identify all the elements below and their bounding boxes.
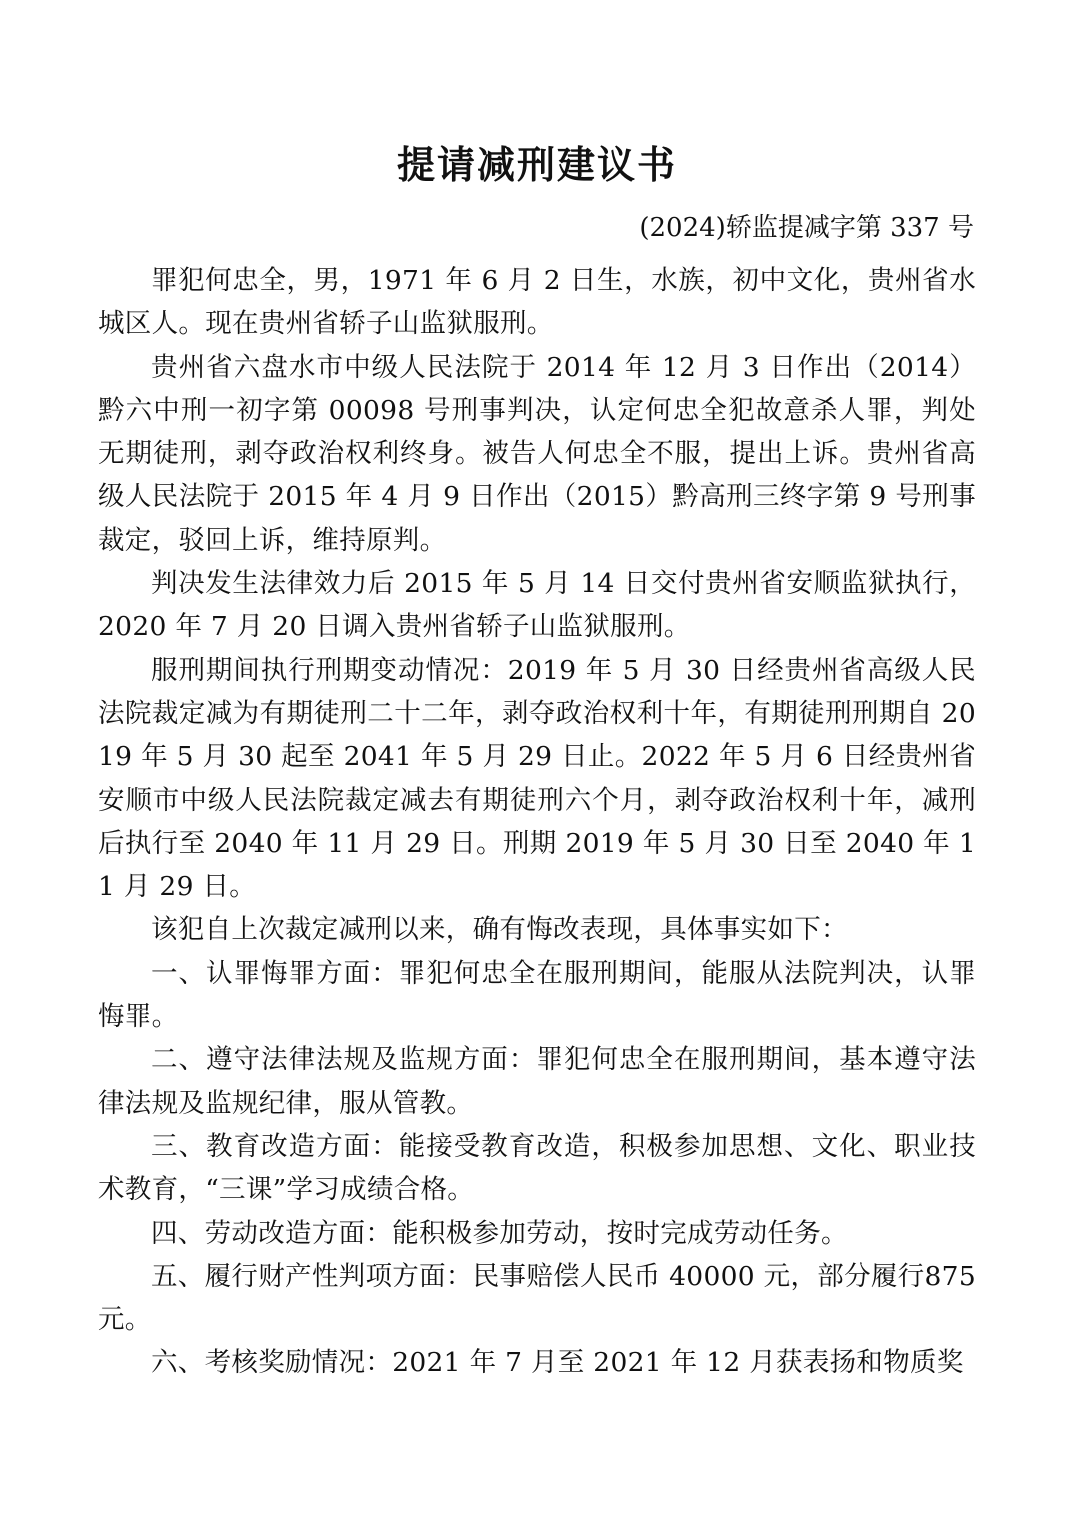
paragraph-item-6: 六、考核奖励情况：2021 年 7 月至 2021 年 12 月获表扬和物质奖 [151, 1347, 964, 1379]
paragraph-repentance-intro: 该犯自上次裁定减刑以来，确有悔改表现，具体事实如下： [151, 914, 848, 946]
paragraph-judgment: 贵州省六盘水市中级人民法院于 2014 年 12 月 3 日作出（2014）黔六中刑一初字第 00098 号刑事判决，认定何忠全犯故意杀人罪，判处无期徒刑，剥夺政治权利终身。被告人何忠全不服，提出上诉。贵州省高级人民法院于 2015 年 4 月 9 日作出（2015）黔高刑三终字第 9 号刑事裁定，驳回上诉，维持原判。 [98, 351, 976, 556]
document-number: (2024)轿监提减字第 337 号 [639, 213, 974, 243]
paragraph-item-3: 三、教育改造方面：能接受教育改造，积极参加思想、文化、职业技术教育，“三课”学习成绩合格。 [98, 1130, 976, 1206]
paragraph-item-2: 二、遵守法律法规及监规方面：罪犯何忠全在服刑期间，基本遵守法律法规及监规纪律，服从管教。 [98, 1044, 976, 1119]
document-body [98, 259, 976, 1385]
paragraph-item-4: 四、劳动改造方面：能积极参加劳动，按时完成劳动任务。 [151, 1217, 848, 1249]
paragraph-item-5: 五、履行财产性判项方面：民事赔偿人民币 40000 元，部分履行875 元。 [98, 1260, 976, 1336]
paragraph-personal-info: 罪犯何忠全，男，1971 年 6 月 2 日生，水族，初中文化，贵州省水城区人。现在贵州省轿子山监狱服刑。 [98, 265, 976, 340]
paragraph-sentence-changes: 服刑期间执行刑期变动情况：2019 年 5 月 30 日经贵州省高级人民法院裁定减为有期徒刑二十二年，剥夺政治权利十年，有期徒刑刑期自 2019 年 5 月 30 起至 2041 年 5 月 29 日止。2022 年 5 月 6 日经贵州省安顺市中级人民法院裁定减去有期徒刑六个月，剥夺政治权利十年，减刑后执行至 2040 年 11 月 29 日。刑期 2019 年 5 月 30 日至 2040 年 11 月 29 日。 [98, 654, 976, 903]
paragraph-execution: 判决发生法律效力后 2015 年 5 月 14 日交付贵州省安顺监狱执行，2020 年 7 月 20 日调入贵州省轿子山监狱服刑。 [98, 568, 976, 643]
paragraph-item-1: 一、认罪悔罪方面：罪犯何忠全在服刑期间，能服从法院判决，认罪悔罪。 [98, 957, 976, 1033]
document-title: 提请减刑建议书 [396, 143, 677, 187]
